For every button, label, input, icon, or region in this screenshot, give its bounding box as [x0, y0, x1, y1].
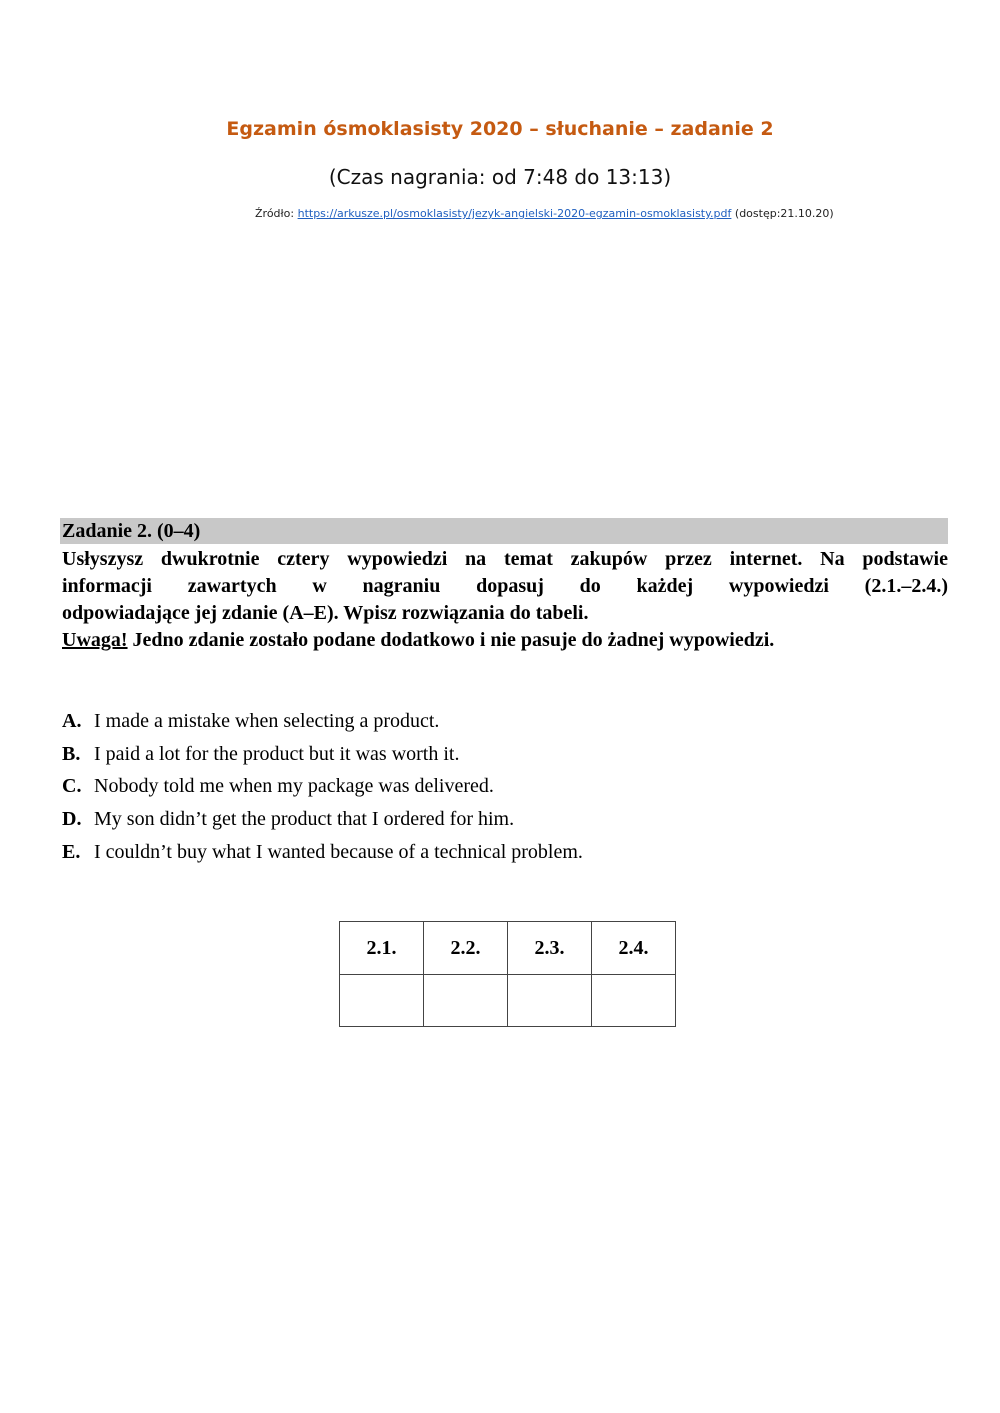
page-title: Egzamin ósmoklasisty 2020 – słuchanie – zadanie 2 [226, 118, 774, 140]
option-letter: B. [62, 742, 81, 765]
answer-table [339, 921, 676, 1027]
instruction-line-2: informacji zawartych w nagraniu dopasuj do każdej wypowiedzi (2.1.–2.4.) [62, 575, 948, 597]
answer-header-2-4: 2.4. [592, 922, 676, 975]
task-note [62, 627, 948, 654]
source-link[interactable]: https://arkusze.pl/osmoklasisty/jezyk-angielski-2020-egzamin-osmoklasisty.pdf [297, 207, 732, 220]
note-label: Uwaga! [62, 629, 128, 651]
instruction-line-3: odpowiadające jej zdanie (A–E). Wpisz rozwiązania do tabeli. [62, 602, 589, 624]
option-text: Nobody told me when my package was delivered. [94, 775, 494, 798]
option-c [62, 770, 948, 803]
answer-header-2-2: 2.2. [424, 922, 508, 975]
note-text: Jedno zdanie zostało podane dodatkowo i nie pasuje do żadnej wypowiedzi. [127, 629, 775, 651]
answer-cell-2-4[interactable] [592, 975, 676, 1027]
task-heading: Zadanie 2. (0–4) [60, 518, 948, 544]
recording-time: (Czas nagrania: od 7:48 do 13:13) [328, 165, 672, 189]
option-e [62, 836, 948, 869]
answer-table-input-row [340, 975, 676, 1027]
option-d [62, 803, 948, 836]
answer-header-2-3: 2.3. [508, 922, 592, 975]
options-list [62, 705, 948, 869]
option-a [62, 705, 948, 738]
option-letter: E. [62, 840, 81, 863]
answer-cell-2-2[interactable] [424, 975, 508, 1027]
instruction-line-1: Usłyszysz dwukrotnie cztery wypowiedzi na temat zakupów przez internet. Na podstawie [62, 548, 948, 570]
option-text: I made a mistake when selecting a product. [94, 710, 440, 732]
task-instructions [62, 546, 948, 654]
source-label: Źródło: [255, 207, 295, 220]
answer-header-2-1: 2.1. [340, 922, 424, 975]
option-letter: A. [62, 710, 82, 732]
option-text: My son didn’t get the product that I ordered for him. [94, 808, 515, 831]
option-b [62, 738, 948, 771]
option-text: I couldn’t buy what I wanted because of a technical problem. [94, 840, 583, 863]
option-letter: D. [62, 808, 82, 831]
answer-cell-2-3[interactable] [508, 975, 592, 1027]
answer-table-header-row [340, 922, 676, 975]
option-letter: C. [62, 775, 82, 798]
source-line [255, 207, 975, 220]
answer-cell-2-1[interactable] [340, 975, 424, 1027]
option-text: I paid a lot for the product but it was worth it. [94, 742, 460, 765]
source-access-date: (dostęp:21.10.20) [734, 207, 834, 220]
